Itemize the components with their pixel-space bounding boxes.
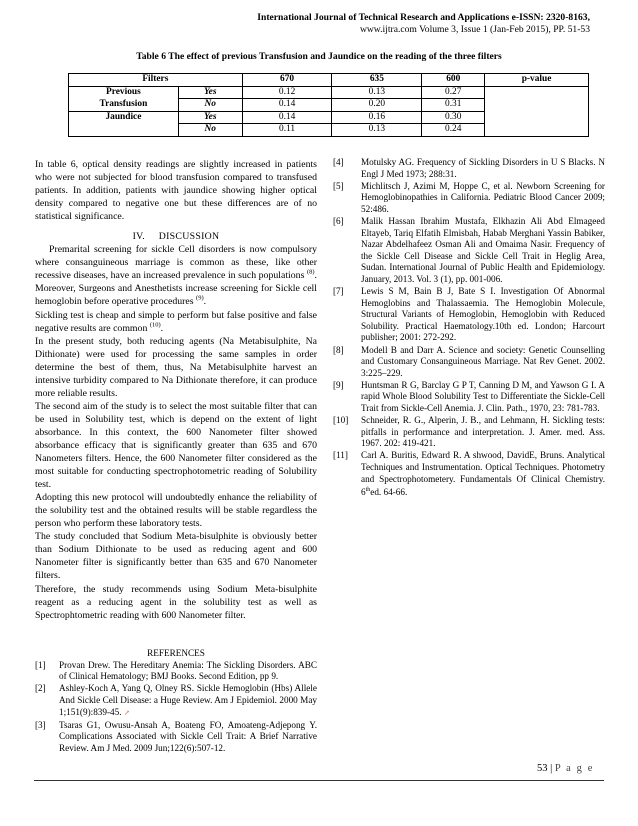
row-group-label: Jaundice — [69, 111, 179, 124]
page-word: P a g e — [554, 763, 594, 774]
reference-item — [333, 286, 605, 344]
page-separator: | — [547, 763, 555, 774]
cell-670: 0.11 — [242, 124, 332, 137]
row-flag: Yes — [178, 111, 242, 124]
footer-divider — [34, 780, 604, 781]
reference-number: [1] — [35, 659, 46, 670]
paragraph-table-discussion: In table 6, optical density readings are slightly increased in patients who were not subjected for blood transfusion compared to transfused patients. In addition, patients with jaundice showing higher optical density compared to negative one but these differences are of no statistical significance. — [35, 159, 317, 223]
left-column — [35, 158, 317, 755]
paragraph-premarital — [35, 243, 317, 308]
row-flag: No — [178, 99, 242, 112]
external-link-icon[interactable]: ↗ — [123, 708, 130, 717]
row-flag: No — [178, 124, 242, 137]
journal-header-line1 — [257, 12, 590, 24]
cell-p-value — [485, 86, 589, 136]
paragraph-sickling-test — [35, 309, 317, 335]
reference-item — [333, 415, 605, 450]
reference-item — [35, 720, 317, 755]
header-p-value: p-value — [485, 74, 589, 87]
text-run: . Moreover, Surgeons and Anesthetists increase screening for Sickle cell hemoglobin before operative procedures — [35, 270, 317, 308]
reference-item — [35, 660, 317, 683]
reference-text-wrap — [361, 450, 605, 498]
references-heading: REFERENCES — [147, 647, 205, 658]
reference-text: Michlitsch J, Azimi M, Hoppe C, et al. Newborn Screening for Hemoglobinopathies in California. Pediatric Blood Cancer 2009; 52:486. — [361, 180, 605, 214]
reference-number: [10] — [333, 415, 349, 426]
reference-text: Huntsman R G, Barclay G P T, Canning D M, and Yawson G I. A rapid Whole Blood Solubility Test to Differentiate the Sickle-Cell Trait from Sickle-Cell Anemia. J. Clin. Path., 1970, 23: 781-783. — [361, 379, 605, 413]
reference-number: [11] — [333, 450, 348, 461]
table-row — [69, 86, 589, 99]
reference-number: [7] — [333, 286, 344, 297]
reference-text: Ashley-Koch A, Yang Q, Olney RS. Sickle Hemoglobin (Hbs) Allele And Sickle Cell Disease: a Huge Review. Am J Epidemiol. 2000 May 1;151(9):839-45. — [59, 683, 317, 717]
reference-text: Provan Drew. The Hereditary Anemia: The Sickling Disorders. ABC of Clinical Hematology; BMJ Books. Second Edition, pp 9. — [59, 659, 317, 682]
header-filters: Filters — [69, 74, 243, 87]
header-635: 635 — [332, 74, 422, 87]
reference-text: Tsaras G1, Owusu-Ansah A, Boateng FO, Amoateng-Adjepong Y. Complications Associated with Sickle Cell Trait: A Brief Narrative Review. Am J Med. 2009 Jun;122(6):507-12. — [59, 719, 317, 753]
reference-text: Malik Hassan Ibrahim Mustafa, Elkhazin Ali Abd Elmageed Eltayeb, Tariq Elfatih Elmisbah, Habab Merghani Yassin Babiker, Nazar Abdelhafeez Osman Ali and Omaima Nasir. Frequency of the Sickle Cell Disease and Sickle Cell Trait in Heglig Area, Sudan. International Journal of Public Health and Epidemiology. January, 2013. Vol. 3 (1), pp. 001-006. — [361, 215, 605, 284]
reference-item — [333, 380, 605, 415]
results-table — [68, 73, 589, 137]
row-group-label: Transfusion — [69, 99, 179, 112]
journal-header — [257, 12, 590, 36]
reference-item — [333, 157, 605, 180]
cell-635: 0.13 — [332, 86, 422, 99]
reference-text-wrap — [59, 683, 317, 719]
reference-number: [2] — [35, 683, 46, 694]
cell-670: 0.14 — [242, 111, 332, 124]
citation-10: (10) — [149, 321, 161, 329]
reference-item — [333, 345, 605, 380]
page-number: 53 — [537, 763, 548, 774]
header-600: 600 — [422, 74, 485, 87]
reference-item — [333, 216, 605, 286]
reference-superscript: th — [365, 487, 371, 494]
row-group-label — [69, 124, 179, 137]
paragraph-conclusion: The study concluded that Sodium Meta-bisulphite is obviously better than Sodium Dithionate to be used as reducing agent and 600 Nanometer filter is significantly better than 635 and 670 Nanometer filters. — [35, 531, 317, 582]
cell-600: 0.27 — [422, 86, 485, 99]
reference-item — [333, 450, 605, 498]
paragraph-filter-aim: The second aim of the study is to select the most suitable filter that can be used in Solubility test, which is depend on the extent of light absorbance. In this context, the 600 Nanometer filter showed absorbance efficacy that is significantly greater than 635 and 670 Nanometers filters. Hence, the 600 Nanometer filter considered as the most suitable for conducting spectrophotometric reading of Solubility test. — [35, 400, 317, 491]
cell-670: 0.12 — [242, 86, 332, 99]
reference-text: Carl A. Buritis, Edward R. A shwood, DavidE, Bruns. Analytical Techniques and Instrumentation. Optical Techniques. Photometry and Spectrophotometery. Fundamentals Of Clinical Chemistry. 6 — [361, 450, 605, 498]
journal-header-line2: www.ijtra.com Volume 3, Issue 1 (Jan-Feb 2015), PP. 51-53 — [359, 24, 590, 36]
spacer — [35, 622, 317, 647]
reference-number: [9] — [333, 379, 344, 390]
cell-670: 0.14 — [242, 99, 332, 112]
reference-number: [6] — [333, 215, 344, 226]
header-670: 670 — [242, 74, 332, 87]
section-heading-discussion: IV. DISCUSSION — [132, 231, 220, 243]
cell-635: 0.20 — [332, 99, 422, 112]
text-run: Premarital screening for sickle Cell disorders is now compulsory where consanguineous marriage is common as these, like other recessive diseases, have an increased prevalence in such populations — [35, 244, 317, 282]
text-run: Sickling test is cheap and simple to perform but false positive and false negative results are common — [35, 309, 317, 334]
reference-text-tail: ed. 64-66. — [370, 487, 408, 498]
cell-600: 0.31 — [422, 99, 485, 112]
row-group-label: Previous — [69, 86, 179, 99]
cell-600: 0.24 — [422, 124, 485, 137]
reference-number: [4] — [333, 157, 344, 167]
table-caption: Table 6 The effect of previous Transfusion and Jaundice on the reading of the three filters — [136, 51, 502, 62]
reference-text: Lewis S M, Bain B J, Bate S I. Investigation Of Abnormal Hemoglobins and Thalassaemia. The Hemoglobin Molecule, Structural Variants of Hemoglobin, Hemoglobin with Reduced Solubility. Practical Haematology.10th ed. London; Harcourt publisher; 2001: 272-292. — [361, 286, 605, 343]
text-run: . — [160, 322, 164, 334]
page-footer — [537, 763, 594, 774]
cell-635: 0.13 — [332, 124, 422, 137]
row-flag: Yes — [178, 86, 242, 99]
cell-600: 0.30 — [422, 111, 485, 124]
reference-item — [333, 181, 605, 216]
reference-number: [8] — [333, 344, 344, 355]
reference-item — [35, 683, 317, 719]
journal-issn: e-ISSN: 2320-8163, — [509, 12, 590, 23]
reference-text: Modell B and Darr A. Science and society: Genetic Counselling and Customary Consanguineous Marriage. Nat Rev Genet. 2002. 3:225–229. — [361, 344, 605, 378]
paragraph-recommendation: Therefore, the study recommends using Sodium Meta-bisulphite reagent as a reducing agent in the solubility test as well as Spectrophtometric reading with 600 Nanometer filter. — [35, 583, 317, 621]
citation-9: (9) — [196, 295, 204, 303]
reference-text: Motulsky AG. Frequency of Sickling Disorders in U S Blacks. N Engl J Med 1973; 288:31. — [361, 157, 605, 179]
table-header-row — [69, 74, 589, 87]
cell-635: 0.16 — [332, 111, 422, 124]
reference-text: Schneider, R. G., Alperin, J. B., and Lehmann, H. Sickling tests: pitfalls in performance and interpretation. J. Amer. med. Ass. 1967. 202: 419-421. — [361, 415, 605, 449]
reference-number: [3] — [35, 719, 46, 730]
text-run: . — [203, 296, 207, 308]
paragraph-protocol: Adopting this new protocol will undoubtedly enhance the reliability of the solubility test and the obtained results will be stable regardless the person who perform these laboratory tests. — [35, 492, 317, 530]
right-column — [333, 157, 605, 499]
citation-8: (8) — [306, 269, 315, 277]
paragraph-reducing-agents: In the present study, both reducing agents (Na Metabisulphite, Na Dithionate) were used for processing the same samples in order determine the best of them, thus, Na Metabisulphite harvest an intensive turbidity compared to Na Dithionate therefore, it can produce more reliable results. — [35, 335, 317, 399]
journal-name: International Journal of Technical Research and Applications — [257, 12, 510, 23]
reference-number: [5] — [333, 180, 344, 191]
